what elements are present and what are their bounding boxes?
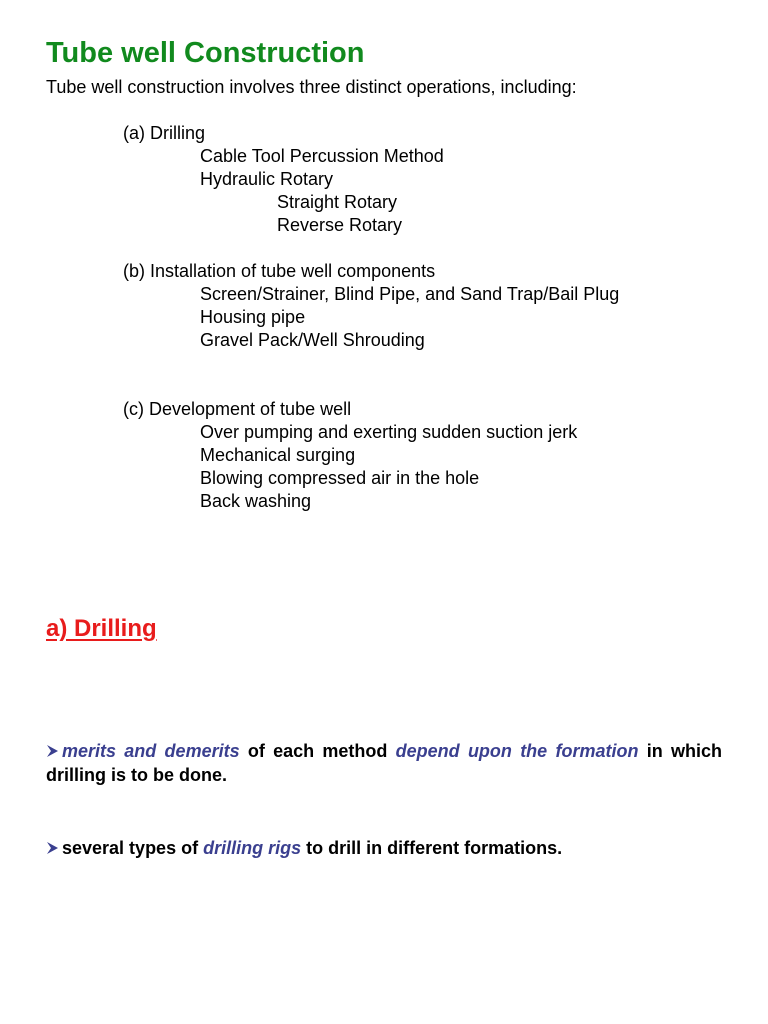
outline-item: Screen/Strainer, Blind Pipe, and Sand Trap/Bail Plug bbox=[200, 284, 620, 304]
outline-subitem: Reverse Rotary bbox=[277, 215, 403, 235]
intro-paragraph: Tube well construction involves three distinct operations, including: bbox=[46, 77, 577, 97]
outline-heading: (a) Drilling bbox=[123, 123, 206, 143]
bullet-text: to drill in different formations. bbox=[301, 838, 563, 858]
page-title: Tube well Construction bbox=[46, 37, 365, 69]
outline-item: Cable Tool Percussion Method bbox=[200, 146, 444, 166]
arrow-bullet-icon bbox=[46, 841, 59, 855]
section-heading-drilling: a) Drilling bbox=[46, 615, 157, 642]
outline-subitem: Straight Rotary bbox=[277, 192, 398, 212]
outline-item: Back washing bbox=[200, 491, 312, 511]
bullet-text: of each method bbox=[239, 741, 396, 761]
outline-item: Mechanical surging bbox=[200, 445, 356, 465]
arrow-bullet-icon bbox=[46, 744, 59, 758]
outline-group-drilling bbox=[0, 122, 768, 237]
bullet-drilling-rigs bbox=[46, 836, 722, 860]
bullet-text: in which drilling is to be done. bbox=[46, 741, 722, 785]
outline-heading: (c) Development of tube well bbox=[123, 399, 352, 419]
emphasis-text: drilling rigs bbox=[203, 838, 302, 858]
outline-item: Gravel Pack/Well Shrouding bbox=[200, 330, 425, 350]
outline-item: Blowing compressed air in the hole bbox=[200, 468, 480, 488]
emphasis-text: depend upon the formation bbox=[395, 741, 639, 761]
outline-item: Over pumping and exerting sudden suction jerk bbox=[200, 422, 578, 442]
operations-outline bbox=[0, 122, 768, 513]
bullet-text: several types of bbox=[62, 838, 204, 858]
emphasis-text: merits and demerits bbox=[62, 741, 240, 761]
bullet-merits-demerits bbox=[46, 739, 722, 787]
outline-heading: (b) Installation of tube well components bbox=[123, 261, 436, 281]
outline-group-development bbox=[0, 398, 768, 513]
outline-item: Hydraulic Rotary bbox=[200, 169, 334, 189]
outline-group-installation bbox=[0, 260, 768, 352]
outline-item: Housing pipe bbox=[200, 307, 306, 327]
